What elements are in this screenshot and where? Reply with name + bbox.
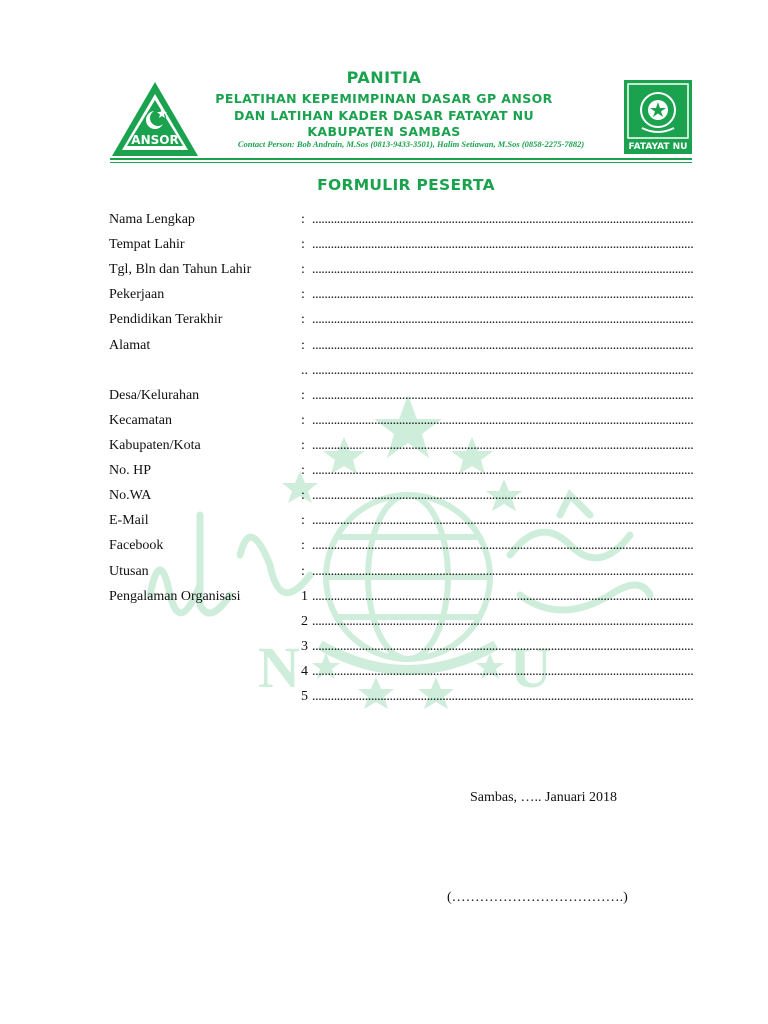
field-label: Pengalaman Organisasi xyxy=(109,589,241,604)
field-separator: 3 xyxy=(301,639,308,654)
field-separator: 2 xyxy=(301,614,308,629)
field-separator: : xyxy=(301,413,305,428)
field-label: Tempat Lahir xyxy=(109,237,185,252)
form-row xyxy=(0,662,768,682)
field-label: Kabupaten/Kota xyxy=(109,438,201,453)
fill-in-line[interactable] xyxy=(312,310,693,330)
form-row xyxy=(0,486,768,506)
header-line-2: DAN LATIHAN KADER DASAR FATAYAT NU xyxy=(233,108,535,123)
field-separator: .. xyxy=(301,363,308,378)
field-separator: : xyxy=(301,513,305,528)
field-separator: : xyxy=(301,338,305,353)
fill-in-line[interactable] xyxy=(312,662,693,682)
header-title: PANITIA xyxy=(346,68,422,87)
field-separator: 5 xyxy=(301,689,308,704)
field-label: Nama Lengkap xyxy=(109,212,195,227)
field-separator: 4 xyxy=(301,664,308,679)
fill-in-line[interactable] xyxy=(312,336,693,356)
fill-in-line[interactable] xyxy=(312,386,693,406)
ansor-logo-text: ANSOR xyxy=(131,133,179,147)
form-row xyxy=(0,260,768,280)
fatayat-nu-logo-text: FATAYAT NU xyxy=(628,142,688,152)
watermark-letter-n: N xyxy=(258,635,300,700)
fill-in-line[interactable] xyxy=(312,285,693,305)
form-row xyxy=(0,411,768,431)
field-label: Pekerjaan xyxy=(109,287,165,302)
fill-in-line[interactable] xyxy=(312,587,693,607)
field-separator: : xyxy=(301,438,305,453)
form-row xyxy=(0,587,768,607)
form-row xyxy=(0,386,768,406)
field-label: Alamat xyxy=(109,338,151,353)
form-row xyxy=(0,436,768,456)
form-row xyxy=(0,511,768,531)
header-divider xyxy=(110,158,692,160)
header-line-3: KABUPATEN SAMBAS xyxy=(307,124,461,139)
field-separator: : xyxy=(301,538,305,553)
field-separator: : xyxy=(301,287,305,302)
field-separator: : xyxy=(301,262,305,277)
form-row xyxy=(0,285,768,305)
fill-in-line[interactable] xyxy=(312,361,693,381)
fill-in-line[interactable] xyxy=(312,687,693,707)
form-row xyxy=(0,235,768,255)
form-row xyxy=(0,210,768,230)
form-row xyxy=(0,687,768,707)
field-separator: 1 xyxy=(301,589,308,604)
fill-in-line[interactable] xyxy=(312,637,693,657)
form-row xyxy=(0,612,768,632)
field-separator: : xyxy=(301,212,305,227)
fill-in-line[interactable] xyxy=(312,411,693,431)
fill-in-line[interactable] xyxy=(312,486,693,506)
header-divider-thin xyxy=(110,162,692,163)
fill-in-line[interactable] xyxy=(312,562,693,582)
form-row xyxy=(0,536,768,556)
fill-in-line[interactable] xyxy=(312,511,693,531)
fill-in-line[interactable] xyxy=(312,612,693,632)
signature-line[interactable]: (……………………………….) xyxy=(447,890,628,905)
watermark-letter-u: U xyxy=(510,635,552,700)
fill-in-line[interactable] xyxy=(312,436,693,456)
field-separator: : xyxy=(301,564,305,579)
field-separator: : xyxy=(301,488,305,503)
header-line-1: PELATIHAN KEPEMIMPINAN DASAR GP ANSOR xyxy=(215,91,553,106)
place-date: Sambas, ….. Januari 2018 xyxy=(470,790,617,805)
fill-in-line[interactable] xyxy=(312,461,693,481)
field-label: E-Mail xyxy=(109,513,149,528)
field-label: Kecamatan xyxy=(109,413,172,428)
field-separator: : xyxy=(301,237,305,252)
fill-in-line[interactable] xyxy=(312,536,693,556)
form-row xyxy=(0,461,768,481)
form-title: FORMULIR PESERTA xyxy=(317,176,495,194)
fill-in-line[interactable] xyxy=(312,260,693,280)
field-separator: : xyxy=(301,312,305,327)
field-label: Facebook xyxy=(109,538,164,553)
field-label: Desa/Kelurahan xyxy=(109,388,200,403)
field-label: No.WA xyxy=(109,488,152,503)
field-separator: : xyxy=(301,463,305,478)
form-row xyxy=(0,336,768,356)
field-label: Tgl, Bln dan Tahun Lahir xyxy=(109,262,252,277)
form-row xyxy=(0,310,768,330)
fill-in-line[interactable] xyxy=(312,235,693,255)
form-row xyxy=(0,361,768,381)
form-row xyxy=(0,637,768,657)
fill-in-line[interactable] xyxy=(312,210,693,230)
field-label: No. HP xyxy=(109,463,152,478)
form-row xyxy=(0,562,768,582)
field-label: Pendidikan Terakhir xyxy=(109,312,223,327)
field-label: Utusan xyxy=(109,564,149,579)
field-separator: : xyxy=(301,388,305,403)
contact-person: Contact Person: Bob Andrain, M.Sos (0813-9433-3501), Halim Setiawan, M.Sos (0858-2275-7882) xyxy=(237,139,585,149)
